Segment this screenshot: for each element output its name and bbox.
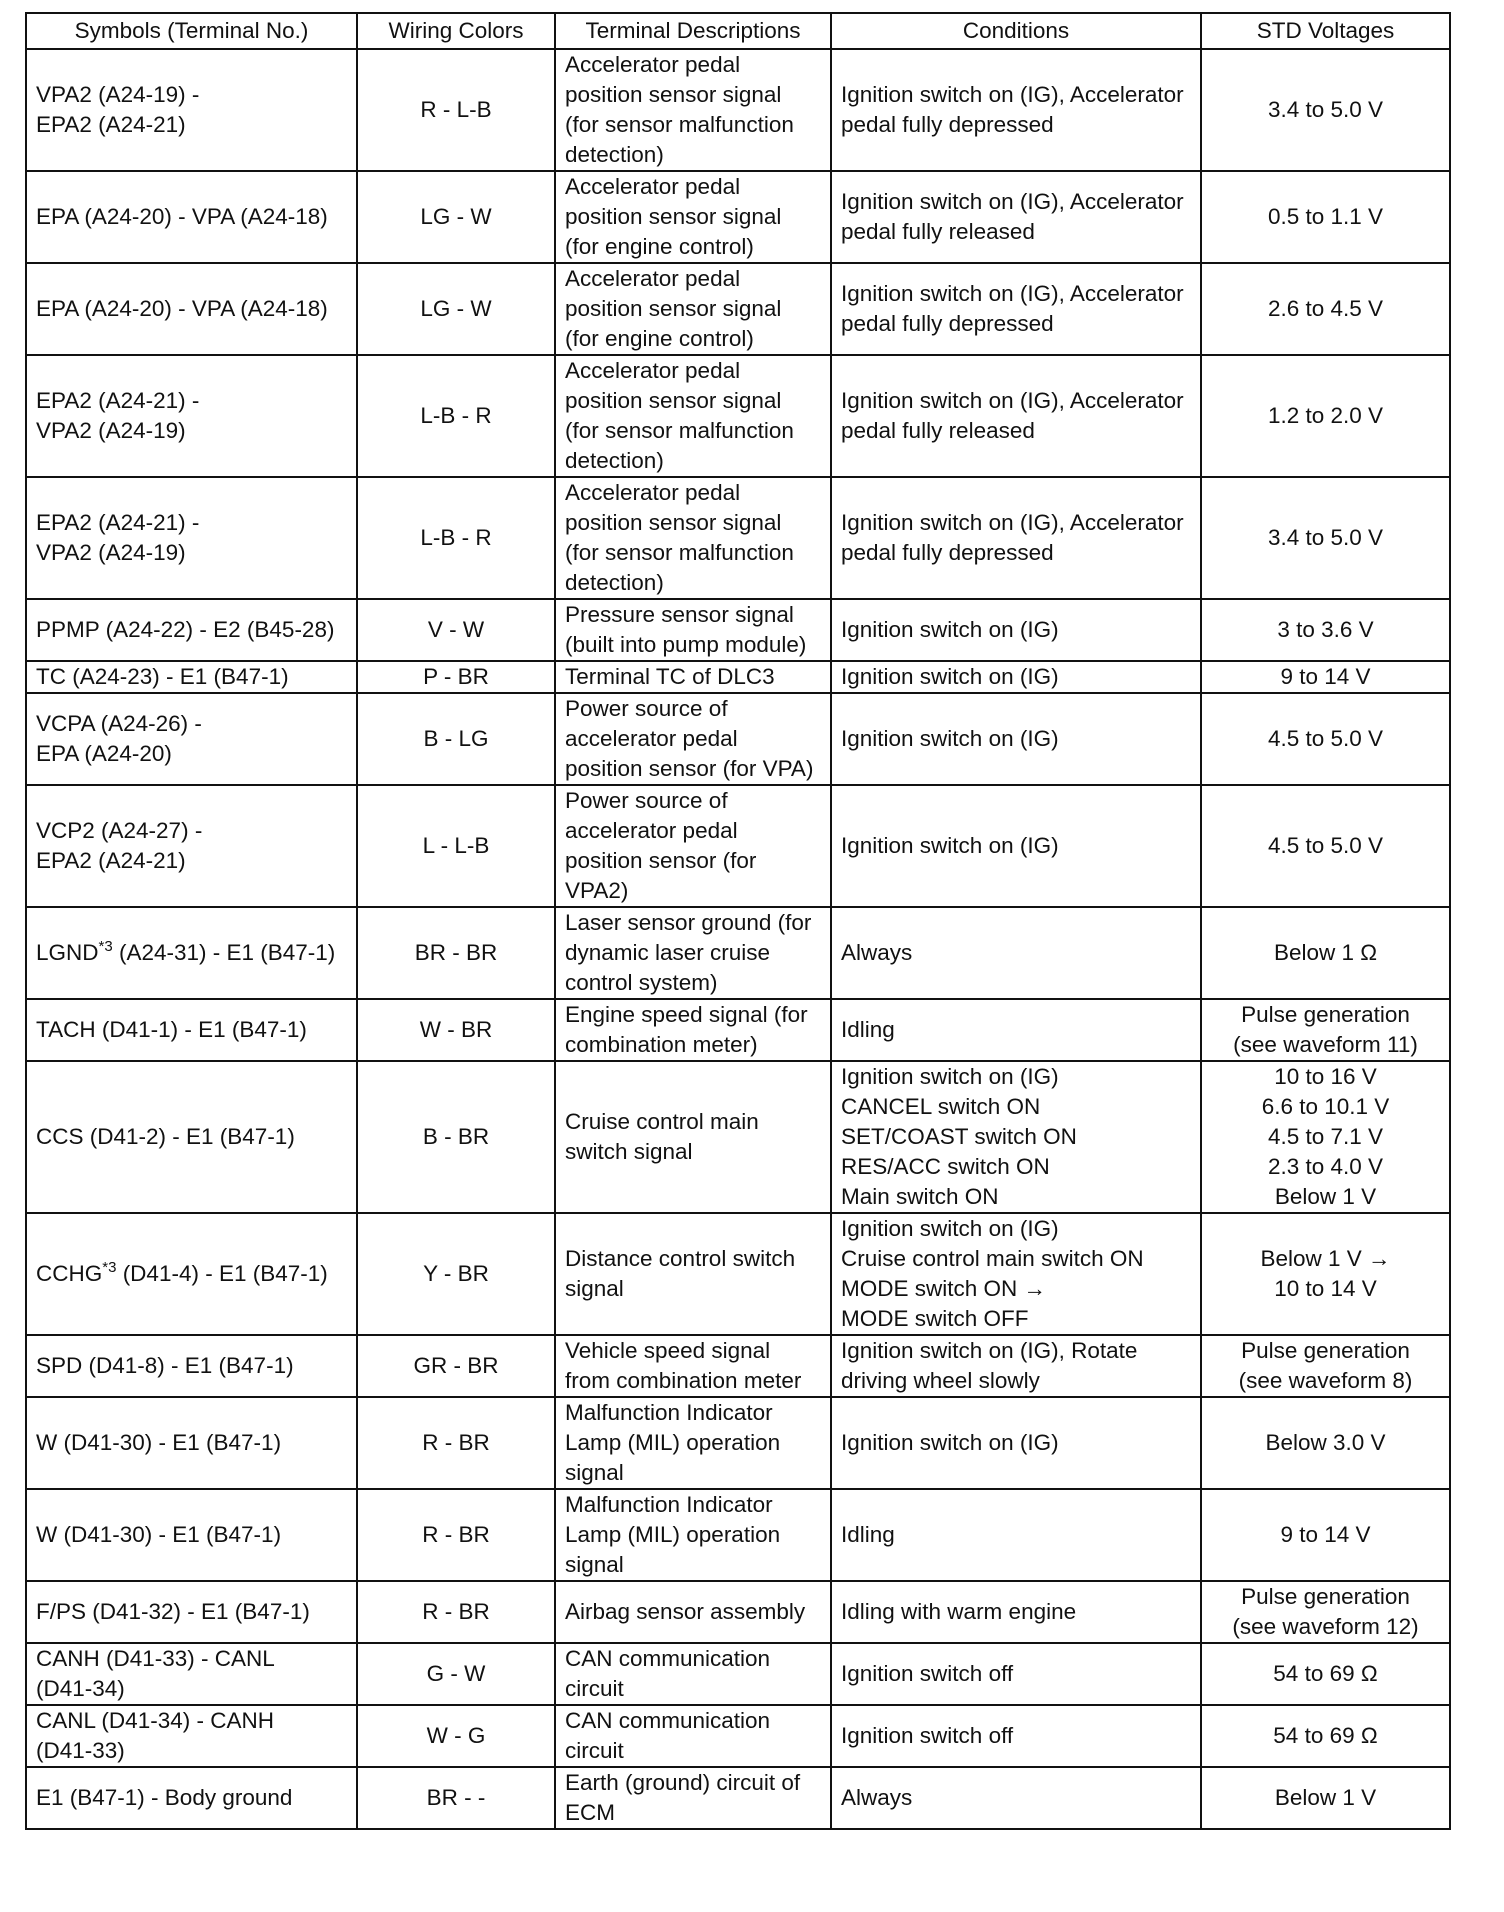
cell-condition: Ignition switch on (IG) (831, 661, 1201, 693)
cell-std-voltage: Pulse generation (see waveform 12) (1201, 1581, 1450, 1643)
cell-condition: Ignition switch on (IG) (831, 599, 1201, 661)
cell-symbol (26, 171, 357, 263)
cell-wiring-color: W - BR (357, 999, 555, 1061)
symbol-text: E1 (B47-1) - Body ground (36, 1785, 293, 1810)
cell-condition: Ignition switch on (IG) (831, 693, 1201, 785)
cell-std-voltage: 10 to 16 V 6.6 to 10.1 V 4.5 to 7.1 V 2.3 to 4.0 V Below 1 V (1201, 1061, 1450, 1213)
cell-condition: Idling with warm engine (831, 1581, 1201, 1643)
symbol-text-suffix: (D41-4) - E1 (B47-1) (116, 1261, 328, 1286)
cell-terminal-description: Vehicle speed signal from combination meter (555, 1335, 831, 1397)
table-row (26, 1767, 1450, 1829)
cell-symbol (26, 49, 357, 171)
table-row (26, 477, 1450, 599)
symbol-text: CCS (D41-2) - E1 (B47-1) (36, 1124, 295, 1149)
cell-symbol (26, 999, 357, 1061)
cell-condition: Idling (831, 1489, 1201, 1581)
table-row (26, 693, 1450, 785)
cell-condition: Ignition switch off (831, 1705, 1201, 1767)
header-symbols: Symbols (Terminal No.) (26, 13, 357, 49)
cell-symbol (26, 599, 357, 661)
cell-condition: Ignition switch on (IG), Accelerator pedal fully depressed (831, 477, 1201, 599)
cell-std-voltage: Below 1 V → 10 to 14 V (1201, 1213, 1450, 1335)
symbol-text: TC (A24-23) - E1 (B47-1) (36, 664, 289, 689)
cell-wiring-color: BR - - (357, 1767, 555, 1829)
cell-condition: Ignition switch on (IG), Accelerator pedal fully depressed (831, 263, 1201, 355)
cell-terminal-description: Cruise control main switch signal (555, 1061, 831, 1213)
table-row (26, 785, 1450, 907)
terminal-voltage-table (25, 12, 1451, 1830)
cell-symbol (26, 1061, 357, 1213)
cell-condition: Ignition switch on (IG) (831, 785, 1201, 907)
symbol-text: EPA (A24-20) - VPA (A24-18) (36, 296, 328, 321)
cell-condition: Ignition switch on (IG) CANCEL switch ON SET/COAST switch ON RES/ACC switch ON Main switch ON (831, 1061, 1201, 1213)
cell-std-voltage: 54 to 69 Ω (1201, 1643, 1450, 1705)
cell-symbol (26, 1489, 357, 1581)
cell-std-voltage: 4.5 to 5.0 V (1201, 693, 1450, 785)
cell-std-voltage: Pulse generation (see waveform 11) (1201, 999, 1450, 1061)
cell-symbol (26, 907, 357, 999)
table-row (26, 1213, 1450, 1335)
cell-std-voltage: 4.5 to 5.0 V (1201, 785, 1450, 907)
cell-symbol (26, 263, 357, 355)
symbol-text-suffix: (A24-31) - E1 (B47-1) (112, 940, 336, 965)
cell-symbol (26, 693, 357, 785)
cell-symbol (26, 1643, 357, 1705)
cell-symbol (26, 477, 357, 599)
cell-terminal-description: Power source of accelerator pedal position sensor (for VPA2) (555, 785, 831, 907)
footnote-marker: *3 (98, 938, 113, 955)
cell-wiring-color: B - BR (357, 1061, 555, 1213)
cell-symbol (26, 1581, 357, 1643)
cell-terminal-description: Terminal TC of DLC3 (555, 661, 831, 693)
cell-terminal-description: Malfunction Indicator Lamp (MIL) operation signal (555, 1397, 831, 1489)
cell-wiring-color: GR - BR (357, 1335, 555, 1397)
table-row (26, 1705, 1450, 1767)
symbol-text: EPA (A24-20) - VPA (A24-18) (36, 204, 328, 229)
cell-condition: Ignition switch on (IG), Rotate driving wheel slowly (831, 1335, 1201, 1397)
cell-wiring-color: R - BR (357, 1397, 555, 1489)
cell-wiring-color: L-B - R (357, 355, 555, 477)
table-row (26, 355, 1450, 477)
cell-std-voltage: 3.4 to 5.0 V (1201, 477, 1450, 599)
cell-wiring-color: L-B - R (357, 477, 555, 599)
cell-condition: Always (831, 907, 1201, 999)
table-body (26, 49, 1450, 1829)
table-row (26, 907, 1450, 999)
header-row (26, 13, 1450, 49)
cell-symbol (26, 1335, 357, 1397)
symbol-text: SPD (D41-8) - E1 (B47-1) (36, 1353, 294, 1378)
cell-terminal-description: Accelerator pedal position sensor signal (for engine control) (555, 263, 831, 355)
symbol-text: W (D41-30) - E1 (B47-1) (36, 1522, 282, 1547)
cell-wiring-color: P - BR (357, 661, 555, 693)
symbol-text: LGND (36, 940, 99, 965)
cell-symbol (26, 1397, 357, 1489)
cell-terminal-description: Laser sensor ground (for dynamic laser cruise control system) (555, 907, 831, 999)
header-wiring-colors: Wiring Colors (357, 13, 555, 49)
cell-condition: Ignition switch on (IG), Accelerator pedal fully depressed (831, 49, 1201, 171)
cell-wiring-color: W - G (357, 1705, 555, 1767)
table-row (26, 1061, 1450, 1213)
cell-terminal-description: Airbag sensor assembly (555, 1581, 831, 1643)
symbol-text: CANL (D41-34) - CANH (D41-33) (36, 1708, 274, 1763)
cell-wiring-color: Y - BR (357, 1213, 555, 1335)
symbol-text: F/PS (D41-32) - E1 (B47-1) (36, 1599, 310, 1624)
cell-terminal-description: Engine speed signal (for combination meter) (555, 999, 831, 1061)
cell-std-voltage: Pulse generation (see waveform 8) (1201, 1335, 1450, 1397)
cell-std-voltage: 3.4 to 5.0 V (1201, 49, 1450, 171)
symbol-text: VPA2 (A24-19) - EPA2 (A24-21) (36, 82, 200, 137)
cell-condition: Ignition switch on (IG) Cruise control main switch ON MODE switch ON → MODE switch OFF (831, 1213, 1201, 1335)
cell-std-voltage: 1.2 to 2.0 V (1201, 355, 1450, 477)
cell-std-voltage: 2.6 to 4.5 V (1201, 263, 1450, 355)
symbol-text: CANH (D41-33) - CANL (D41-34) (36, 1646, 275, 1701)
cell-wiring-color: B - LG (357, 693, 555, 785)
cell-std-voltage: 9 to 14 V (1201, 661, 1450, 693)
cell-terminal-description: Pressure sensor signal (built into pump module) (555, 599, 831, 661)
cell-terminal-description: Accelerator pedal position sensor signal (for engine control) (555, 171, 831, 263)
cell-terminal-description: Accelerator pedal position sensor signal (for sensor malfunction detection) (555, 49, 831, 171)
cell-terminal-description: Distance control switch signal (555, 1213, 831, 1335)
cell-terminal-description: Accelerator pedal position sensor signal (for sensor malfunction detection) (555, 477, 831, 599)
cell-std-voltage: Below 1 Ω (1201, 907, 1450, 999)
cell-condition: Ignition switch on (IG) (831, 1397, 1201, 1489)
table-row (26, 1489, 1450, 1581)
cell-std-voltage: 0.5 to 1.1 V (1201, 171, 1450, 263)
cell-symbol (26, 1213, 357, 1335)
cell-terminal-description: Accelerator pedal position sensor signal (for sensor malfunction detection) (555, 355, 831, 477)
symbol-text: TACH (D41-1) - E1 (B47-1) (36, 1017, 307, 1042)
cell-wiring-color: LG - W (357, 263, 555, 355)
header-conditions: Conditions (831, 13, 1201, 49)
cell-wiring-color: L - L-B (357, 785, 555, 907)
cell-wiring-color: G - W (357, 1643, 555, 1705)
cell-wiring-color: BR - BR (357, 907, 555, 999)
cell-condition: Always (831, 1767, 1201, 1829)
cell-symbol (26, 1767, 357, 1829)
cell-condition: Idling (831, 999, 1201, 1061)
cell-terminal-description: Earth (ground) circuit of ECM (555, 1767, 831, 1829)
cell-std-voltage: 9 to 14 V (1201, 1489, 1450, 1581)
cell-terminal-description: Malfunction Indicator Lamp (MIL) operation signal (555, 1489, 831, 1581)
symbol-text: PPMP (A24-22) - E2 (B45-28) (36, 617, 335, 642)
table-row (26, 999, 1450, 1061)
table-row (26, 49, 1450, 171)
cell-wiring-color: R - BR (357, 1489, 555, 1581)
cell-condition: Ignition switch on (IG), Accelerator pedal fully released (831, 355, 1201, 477)
cell-symbol (26, 785, 357, 907)
cell-symbol (26, 1705, 357, 1767)
cell-std-voltage: 54 to 69 Ω (1201, 1705, 1450, 1767)
symbol-text: EPA2 (A24-21) - VPA2 (A24-19) (36, 388, 200, 443)
table-row (26, 661, 1450, 693)
cell-std-voltage: 3 to 3.6 V (1201, 599, 1450, 661)
symbol-text: VCPA (A24-26) - EPA (A24-20) (36, 711, 202, 766)
table-row (26, 171, 1450, 263)
table-row (26, 1581, 1450, 1643)
table-row (26, 599, 1450, 661)
cell-condition: Ignition switch on (IG), Accelerator pedal fully released (831, 171, 1201, 263)
cell-wiring-color: V - W (357, 599, 555, 661)
cell-wiring-color: R - L-B (357, 49, 555, 171)
cell-wiring-color: LG - W (357, 171, 555, 263)
cell-condition: Ignition switch off (831, 1643, 1201, 1705)
cell-wiring-color: R - BR (357, 1581, 555, 1643)
table-row (26, 263, 1450, 355)
symbol-text: EPA2 (A24-21) - VPA2 (A24-19) (36, 510, 200, 565)
symbol-text: VCP2 (A24-27) - EPA2 (A24-21) (36, 818, 203, 873)
footnote-marker: *3 (102, 1259, 117, 1276)
table-row (26, 1397, 1450, 1489)
symbol-text: CCHG (36, 1261, 103, 1286)
cell-std-voltage: Below 1 V (1201, 1767, 1450, 1829)
cell-terminal-description: CAN communication circuit (555, 1705, 831, 1767)
header-terminal-descriptions: Terminal Descriptions (555, 13, 831, 49)
cell-symbol (26, 661, 357, 693)
cell-terminal-description: CAN communication circuit (555, 1643, 831, 1705)
symbol-text: W (D41-30) - E1 (B47-1) (36, 1430, 282, 1455)
cell-terminal-description: Power source of accelerator pedal position sensor (for VPA) (555, 693, 831, 785)
table-row (26, 1643, 1450, 1705)
cell-std-voltage: Below 3.0 V (1201, 1397, 1450, 1489)
cell-symbol (26, 355, 357, 477)
table-row (26, 1335, 1450, 1397)
header-std-voltages: STD Voltages (1201, 13, 1450, 49)
